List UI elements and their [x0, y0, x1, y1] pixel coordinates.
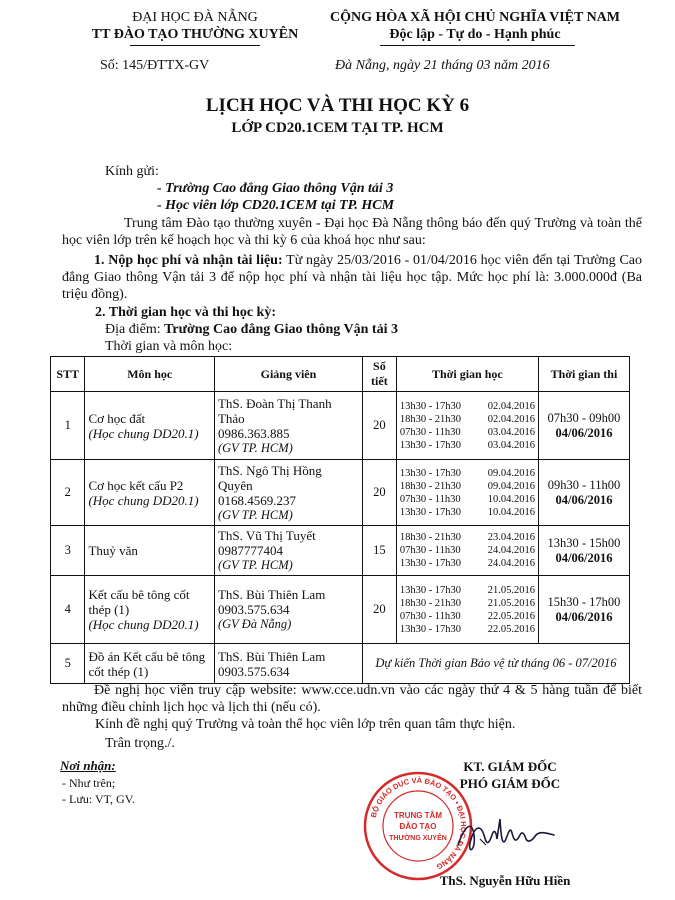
- table-row: [51, 644, 630, 684]
- session-date: 23.04.2016: [487, 532, 535, 543]
- row-lecturer: [214, 526, 362, 576]
- session-date: 03.04.2016: [487, 426, 535, 438]
- document-date: Đà Nẵng, ngày 21 tháng 03 năm 2016: [335, 58, 550, 73]
- recipients-intro: Kính gửi:: [105, 164, 159, 179]
- subject-name: Đồ án Kết cấu bê tông cốt thép (1): [88, 648, 206, 679]
- exam-time: 09h30 - 11h00: [547, 477, 621, 492]
- session: [400, 584, 535, 597]
- row-hours: 20: [362, 576, 396, 644]
- svg-text:ĐÀO TẠO: ĐÀO TẠO: [399, 822, 437, 831]
- session-time: 07h30 - 11h30: [399, 545, 461, 556]
- row-subject: [85, 644, 214, 684]
- session-time: 07h30 - 11h30: [399, 426, 461, 438]
- header-subject: Môn học: [85, 357, 214, 392]
- exam-time: 15h30 - 17h00: [547, 594, 621, 609]
- row-exam: [538, 526, 629, 576]
- nation-motto: Độc lập - Tự do - Hạnh phúc: [389, 27, 561, 42]
- session: [400, 506, 535, 519]
- session-date: 10.04.2016: [487, 506, 535, 518]
- exam-time: 07h30 - 09h00: [547, 410, 621, 425]
- session-date: 24.04.2016: [487, 558, 535, 569]
- header-study-time: Thời gian học: [396, 357, 538, 392]
- session: [400, 623, 535, 636]
- receivers-heading: Nơi nhận:: [60, 758, 116, 773]
- session: [400, 610, 535, 623]
- table-row: [51, 460, 630, 526]
- svg-text:TRUNG TÂM: TRUNG TÂM: [394, 811, 442, 820]
- lecturer-note: (GV TP. HCM): [217, 558, 293, 572]
- session: [400, 597, 535, 610]
- lecturer-note: (GV Đà Nẵng): [217, 617, 292, 631]
- signer-name: ThS. Nguyễn Hữu Hiền: [439, 873, 571, 888]
- row-lecturer: [214, 644, 362, 684]
- intro-paragraph: Trung tâm Đào tạo thường xuyên - Đại học Đà Nẵng thông báo đến quý Trường và toàn thể học viên lớp trên kế hoạch học và thi kỳ 6 của khoá học như sau:: [62, 216, 642, 248]
- session-date: 22.05.2016: [487, 610, 535, 622]
- document-number: Số: 145/ĐTTX-GV: [100, 58, 210, 73]
- recipient-students: - Học viên lớp CD20.1CEM tại TP. HCM: [157, 198, 395, 213]
- session-time: 13h30 - 17h30: [399, 558, 462, 569]
- lecturer-phone: 0168.4569.237: [217, 492, 296, 508]
- defense-plan-note: Dự kiến Thời gian Bảo vệ từ tháng 06 - 07/2016: [362, 644, 629, 684]
- session-date: 24.04.2016: [487, 545, 535, 556]
- row-hours: 20: [362, 460, 396, 526]
- receiver-item: - Lưu: VT, GV.: [62, 792, 135, 806]
- issuer-org: ĐẠI HỌC ĐÀ NẴNG: [132, 10, 258, 25]
- row-sessions: [396, 526, 538, 576]
- row-subject: [85, 392, 214, 460]
- row-hours: 15: [362, 526, 396, 576]
- receiver-item: - Như trên;: [62, 776, 116, 790]
- row-stt: 2: [51, 460, 85, 526]
- session-date: 02.04.2016: [487, 413, 535, 425]
- issuer-block: [60, 9, 330, 43]
- exam-date: 04/06/2016: [555, 425, 613, 440]
- lecturer-name: ThS. Đoàn Thị Thanh Thảo: [217, 395, 332, 426]
- session-date: 21.05.2016: [487, 597, 535, 609]
- row-sessions: [396, 576, 538, 644]
- session-time: 07h30 - 11h30: [399, 610, 461, 622]
- session-time: 13h30 - 17h30: [399, 400, 462, 412]
- session: [400, 544, 535, 557]
- session: [400, 480, 535, 493]
- session-date: 09.04.2016: [487, 467, 535, 479]
- row-lecturer: [214, 576, 362, 644]
- lecturer-phone: 0987777404: [217, 543, 283, 558]
- session-date: 22.05.2016: [487, 623, 535, 635]
- row-hours: 20: [362, 392, 396, 460]
- session-time: 13h30 - 17h30: [399, 506, 462, 518]
- session-time: 18h30 - 21h30: [399, 413, 462, 425]
- session: [400, 493, 535, 506]
- row-exam: [538, 460, 629, 526]
- exam-time: 13h30 - 15h00: [547, 535, 621, 550]
- subject-note: (Học chung DD20.1): [88, 617, 199, 632]
- session-date: 09.04.2016: [487, 480, 535, 492]
- row-sessions: [396, 392, 538, 460]
- row-subject: [85, 526, 214, 576]
- subject-name: Kết cấu bê tông cốt thép (1): [88, 587, 190, 617]
- lecturer-name: ThS. Bùi Thiên Lam: [217, 587, 326, 602]
- lecturer-note: (GV TP. HCM): [217, 507, 293, 522]
- lecturer-name: ThS. Ngô Thị Hồng Quyên: [217, 462, 322, 493]
- exam-date: 04/06/2016: [555, 550, 613, 565]
- session: [400, 413, 535, 426]
- document-subtitle: LỚP CD20.1CEM TẠI TP. HCM: [231, 120, 444, 136]
- row-subject: [85, 460, 214, 526]
- row-lecturer: [214, 460, 362, 526]
- row-stt: 4: [51, 576, 85, 644]
- session-date: 03.04.2016: [487, 439, 535, 451]
- row-stt: 1: [51, 392, 85, 460]
- subject-name: Thuỷ văn: [88, 543, 138, 558]
- subject-note: (Học chung DD20.1): [88, 492, 199, 508]
- signature-title-line1: KT. GIÁM ĐỐC: [463, 759, 557, 774]
- national-heading: [300, 9, 650, 43]
- exam-date: 04/06/2016: [555, 609, 613, 624]
- row-stt: 3: [51, 526, 85, 576]
- lecturer-phone: 0986.363.885: [217, 425, 290, 441]
- session-time: 13h30 - 17h30: [399, 584, 462, 596]
- time-subjects-label: Thời gian và môn học:: [105, 339, 233, 354]
- session-time: 18h30 - 21h30: [399, 532, 462, 543]
- session: [400, 400, 535, 413]
- lecturer-name: ThS. Vũ Thị Tuyết: [217, 528, 316, 543]
- table-row: [51, 392, 630, 460]
- session: [400, 467, 535, 480]
- subject-name: Cơ học kết cấu P2: [88, 477, 184, 493]
- svg-text:BỘ GIÁO DỤC VÀ ĐÀO TẠO • ĐẠI H: BỘ GIÁO DỤC VÀ ĐÀO TẠO • ĐẠI HỌC ĐÀ NẴNG: [368, 775, 469, 872]
- location-label: Địa điểm:: [105, 322, 165, 337]
- location-line: [105, 321, 398, 338]
- table-row: [51, 526, 630, 576]
- lecturer-phone: 0903.575.634: [217, 663, 290, 679]
- row-sessions: [396, 460, 538, 526]
- table-header-row: [51, 357, 630, 392]
- subject-note: (Học chung DD20.1): [88, 425, 199, 441]
- session-time: 18h30 - 21h30: [399, 480, 462, 492]
- row-exam: [538, 576, 629, 644]
- row-exam: [538, 392, 629, 460]
- session-time: 07h30 - 11h30: [399, 493, 461, 505]
- row-stt: 5: [51, 644, 85, 684]
- session: [400, 531, 535, 544]
- nation-name: CỘNG HÒA XÃ HỘI CHỦ NGHĨA VIỆT NAM: [329, 10, 620, 25]
- issuer-department: TT ĐÀO TẠO THƯỜNG XUYÊN: [91, 27, 299, 42]
- row-subject: [85, 576, 214, 644]
- section-fees-text: Từ ngày 25/03/2016 - 01/04/2016 học viên đến tại Trường Cao đẳng Giao thông Vận tải 3 để nộp học phí và nhận tài liệu học tập. Mức học phí là: 3.000.000đ (Ba triệu đồng).: [62, 253, 642, 302]
- header-exam-time: Thời gian thi: [538, 357, 629, 392]
- subject-name: Cơ học đất: [88, 410, 146, 426]
- recipient-school: - Trường Cao đẳng Giao thông Vận tải 3: [157, 181, 394, 196]
- lecturer-name: ThS. Bùi Thiên Lam: [217, 648, 326, 664]
- session-time: 13h30 - 17h30: [399, 439, 462, 451]
- row-lecturer: [214, 392, 362, 460]
- regards-note: Trân trọng./.: [105, 736, 175, 751]
- session-date: 21.05.2016: [487, 584, 535, 596]
- session-time: 13h30 - 17h30: [399, 623, 462, 635]
- header-hours: Số tiết: [362, 357, 396, 392]
- divider-right: [380, 45, 575, 46]
- divider-left: [130, 45, 260, 46]
- header-lecturer: Giảng viên: [214, 357, 362, 392]
- document-title: LỊCH HỌC VÀ THI HỌC KỲ 6: [205, 95, 470, 116]
- session-time: 13h30 - 17h30: [399, 467, 462, 479]
- section-fees: [62, 252, 642, 303]
- lecturer-phone: 0903.575.634: [217, 602, 290, 617]
- svg-text:THƯỜNG XUYÊN: THƯỜNG XUYÊN: [389, 835, 447, 842]
- request-note: Kính đề nghị quý Trường và toàn thể học viên lớp trên quan tâm thực hiện.: [95, 717, 516, 732]
- lecturer-note: (GV TP. HCM): [217, 440, 293, 455]
- session-date: 10.04.2016: [487, 493, 535, 505]
- session-date: 02.04.2016: [487, 400, 535, 412]
- table-row: [51, 576, 630, 644]
- session: [400, 557, 535, 570]
- section-schedule-heading: 2. Thời gian học và thi học kỳ:: [95, 305, 276, 320]
- section-fees-heading: 1. Nộp học phí và nhận tài liệu:: [94, 253, 283, 268]
- signature-title-line2: PHÓ GIÁM ĐỐC: [459, 776, 561, 791]
- location-value: Trường Cao đẳng Giao thông Vận tải 3: [164, 322, 398, 337]
- handwritten-signature: [450, 805, 560, 865]
- session: [400, 439, 535, 452]
- header-stt: STT: [51, 357, 85, 392]
- exam-date: 04/06/2016: [555, 492, 613, 507]
- website-note: Đề nghị học viên truy cập website: www.cce.udn.vn vào các ngày thứ 4 & 5 hàng tuần để biết những điều chỉnh lịch học và lịch thi (nếu có).: [62, 683, 642, 715]
- schedule-table: [50, 356, 630, 684]
- session: [400, 426, 535, 439]
- session-time: 18h30 - 21h30: [399, 597, 462, 609]
